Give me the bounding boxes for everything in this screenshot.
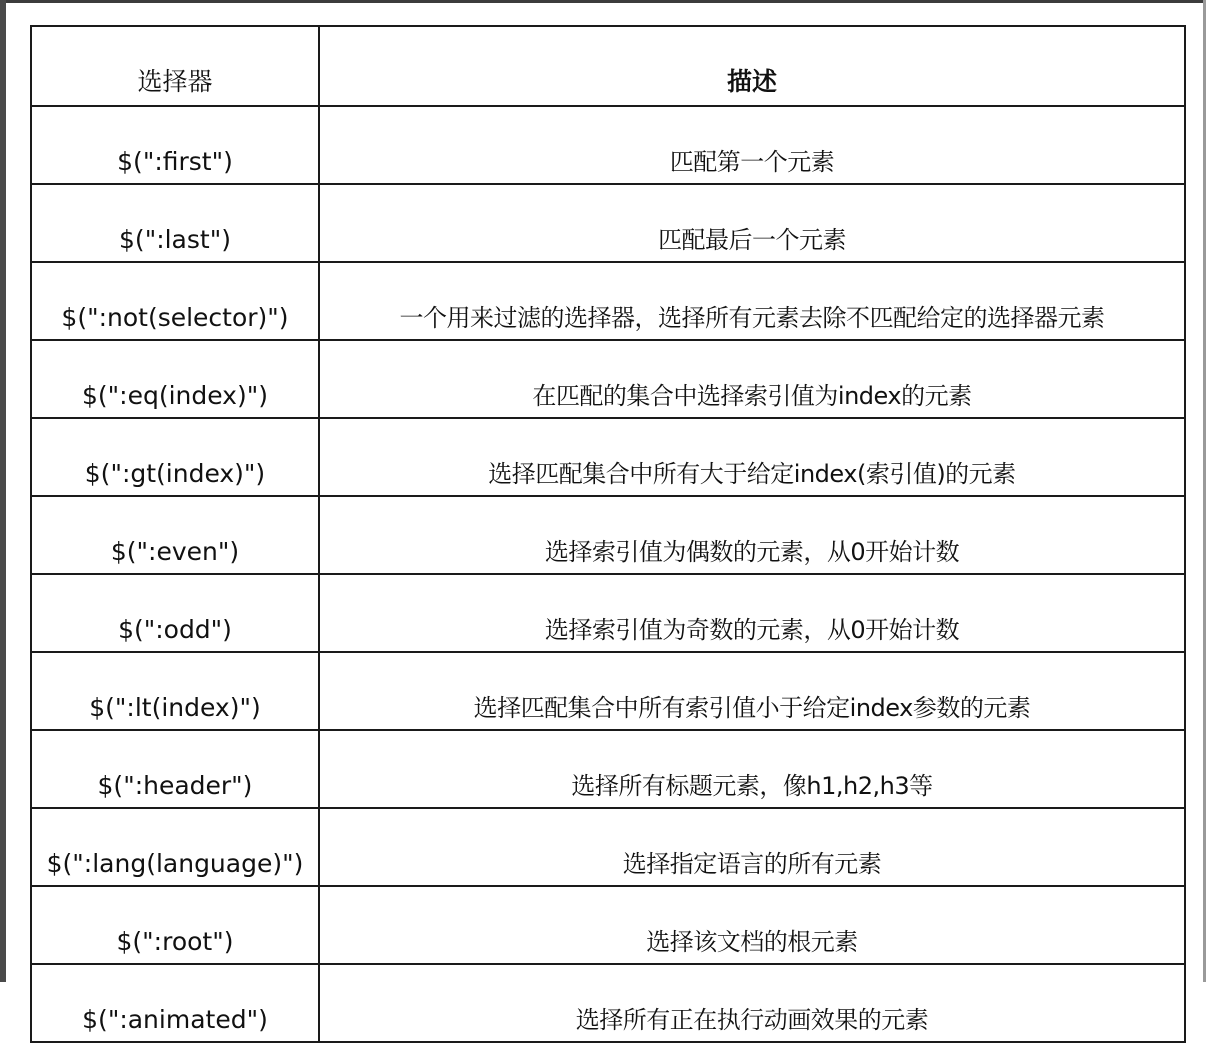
table-row bbox=[31, 262, 1185, 340]
description-cell: 选择匹配集合中所有索引值小于给定index参数的元素 bbox=[319, 652, 1185, 730]
table-row bbox=[31, 574, 1185, 652]
description-cell: 匹配最后一个元素 bbox=[319, 184, 1185, 262]
description-cell: 选择所有正在执行动画效果的元素 bbox=[319, 964, 1185, 1042]
description-cell: 在匹配的集合中选择索引值为index的元素 bbox=[319, 340, 1185, 418]
description-cell: 匹配第一个元素 bbox=[319, 106, 1185, 184]
table-header-row bbox=[31, 26, 1185, 106]
header-selector: 选择器 bbox=[31, 26, 319, 106]
selector-reference-table bbox=[30, 25, 1186, 1043]
description-cell: 选择指定语言的所有元素 bbox=[319, 808, 1185, 886]
selector-cell: $(":not(selector)") bbox=[31, 262, 319, 340]
description-cell: 选择该文档的根元素 bbox=[319, 886, 1185, 964]
description-cell: 选择匹配集合中所有大于给定index(索引值)的元素 bbox=[319, 418, 1185, 496]
table-row bbox=[31, 730, 1185, 808]
selector-cell: $(":odd") bbox=[31, 574, 319, 652]
table-row bbox=[31, 340, 1185, 418]
selector-cell: $(":lang(language)") bbox=[31, 808, 319, 886]
table-row bbox=[31, 106, 1185, 184]
window-left-edge bbox=[0, 0, 6, 982]
table-row bbox=[31, 964, 1185, 1042]
selector-cell: $(":animated") bbox=[31, 964, 319, 1042]
table-row bbox=[31, 886, 1185, 964]
selector-cell: $(":last") bbox=[31, 184, 319, 262]
selector-cell: $(":root") bbox=[31, 886, 319, 964]
selector-table-container bbox=[30, 25, 1184, 1035]
selector-cell: $(":first") bbox=[31, 106, 319, 184]
description-cell: 选择索引值为奇数的元素，从0开始计数 bbox=[319, 574, 1185, 652]
description-cell: 选择索引值为偶数的元素，从0开始计数 bbox=[319, 496, 1185, 574]
table-row bbox=[31, 418, 1185, 496]
description-cell: 选择所有标题元素，像h1,h2,h3等 bbox=[319, 730, 1185, 808]
window-top-edge bbox=[0, 0, 1206, 3]
selector-cell: $(":even") bbox=[31, 496, 319, 574]
selector-cell: $(":gt(index)") bbox=[31, 418, 319, 496]
selector-cell: $(":eq(index)") bbox=[31, 340, 319, 418]
table-row bbox=[31, 184, 1185, 262]
table-row bbox=[31, 496, 1185, 574]
selector-cell: $(":lt(index)") bbox=[31, 652, 319, 730]
selector-cell: $(":header") bbox=[31, 730, 319, 808]
table-row bbox=[31, 652, 1185, 730]
description-cell: 一个用来过滤的选择器，选择所有元素去除不匹配给定的选择器元素 bbox=[319, 262, 1185, 340]
table-row bbox=[31, 808, 1185, 886]
header-description: 描述 bbox=[319, 26, 1185, 106]
